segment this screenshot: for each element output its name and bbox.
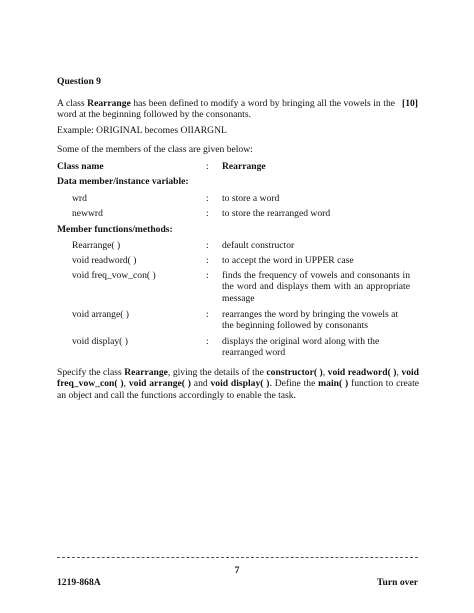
colon: : (206, 309, 209, 320)
method-desc: finds the frequency of vowels and consonants in the word and displays them with an appropriate message (222, 270, 410, 304)
colon: : (206, 255, 209, 266)
method-name: void readword( ) (72, 255, 137, 266)
question-intro: A class Rearrange has been defined to modify a word by bringing all the vowels in the word at the beginning followed by the consonants. (57, 98, 395, 121)
method-row (0, 309, 474, 333)
colon: : (206, 193, 209, 204)
colon: : (206, 208, 209, 219)
data-member-row (0, 208, 474, 220)
data-member-name: wrd (72, 193, 87, 204)
method-desc: default constructor (222, 240, 295, 251)
question-title: Question 9 (57, 76, 101, 87)
colon: : (206, 161, 209, 172)
class-name-label: Class name (57, 161, 104, 172)
data-member-row (0, 193, 474, 205)
data-member-desc: to store a word (222, 193, 280, 204)
footer-divider (57, 557, 418, 558)
colon: : (206, 336, 209, 347)
example-text: Example: ORIGINAL becomes OIIARGNL (57, 125, 227, 136)
colon: : (206, 270, 209, 281)
method-desc: to accept the word in UPPER case (222, 255, 354, 266)
data-member-desc: to store the rearranged word (222, 208, 331, 219)
method-row (0, 336, 474, 360)
turn-over-label: Turn over (377, 577, 418, 588)
method-name: void freq_vow_con( ) (72, 270, 156, 281)
paper-code: 1219-868A (57, 577, 101, 588)
colon: : (206, 240, 209, 251)
method-desc: displays the original word along with the rearranged word (222, 336, 380, 359)
page-number: 7 (234, 565, 240, 576)
data-members-heading: Data member/instance variable: (57, 176, 189, 187)
marks-label: [10] (402, 98, 418, 109)
closing-instructions: Specify the class Rearrange, giving the details of the constructor( ), void readword( ), void freq_vow_con( ), void arrange( ) and void display( ). Define the main( ) function to create an object and call the functions accordingly to enable the task. (57, 367, 420, 401)
class-name-row (0, 161, 474, 173)
method-row (0, 240, 474, 252)
method-name: void display( ) (72, 336, 128, 347)
members-intro: Some of the members of the class are given below: (57, 144, 253, 155)
method-row (0, 270, 474, 306)
class-name-value: Rearrange (222, 161, 266, 172)
method-row (0, 255, 474, 267)
method-desc: rearranges the word by bringing the vowels at the beginning followed by consonants (222, 309, 399, 332)
methods-heading: Member functions/methods: (57, 224, 173, 235)
method-name: void arrange( ) (72, 309, 130, 320)
method-name: Rearrange( ) (72, 240, 121, 251)
data-member-name: newwrd (72, 208, 103, 219)
